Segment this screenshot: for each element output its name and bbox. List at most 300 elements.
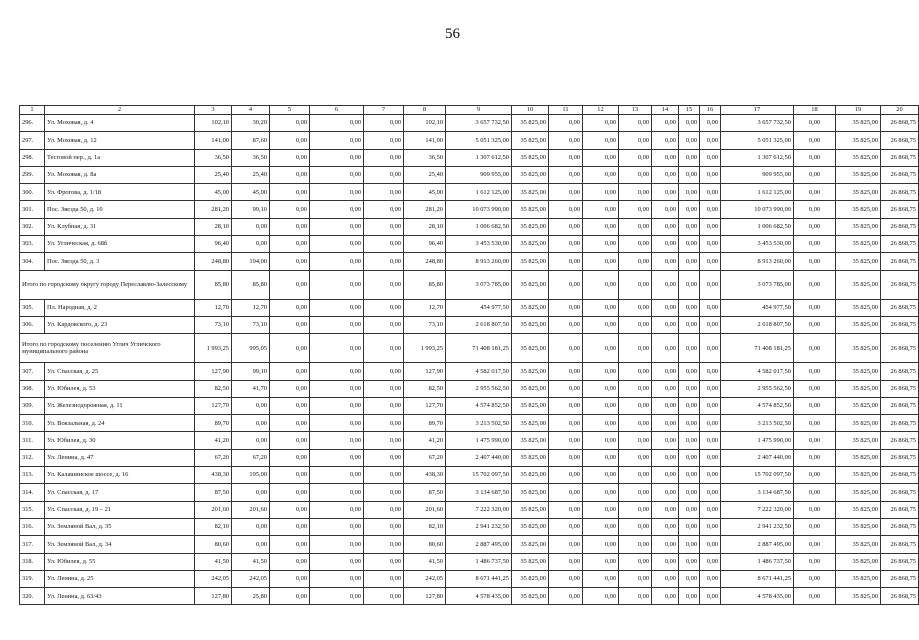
value-cell-11: 0,00 [549, 363, 583, 380]
value-cell-7: 0,00 [364, 432, 404, 449]
value-cell-6: 0,00 [310, 236, 364, 253]
value-cell-10: 35 825,00 [512, 218, 549, 235]
value-cell-18: 0,00 [794, 467, 836, 484]
value-cell-10: 35 825,00 [512, 132, 549, 149]
value-cell-16: 0,00 [700, 363, 721, 380]
value-cell-3: 102,10 [195, 115, 232, 132]
value-cell-3: 281,20 [195, 201, 232, 218]
value-cell-18: 0,00 [794, 334, 836, 363]
column-header-5: 5 [270, 106, 310, 115]
value-cell-20: 26 868,75 [881, 553, 919, 570]
value-cell-3: 96,40 [195, 236, 232, 253]
value-cell-4: 99,10 [232, 363, 270, 380]
value-cell-9: 8 913 260,00 [446, 253, 512, 270]
value-cell-6: 0,00 [310, 588, 364, 605]
value-cell-5: 0,00 [270, 570, 310, 587]
value-cell-13: 0,00 [619, 570, 652, 587]
value-cell-16: 0,00 [700, 570, 721, 587]
value-cell-4: 41,50 [232, 553, 270, 570]
address-cell: Ул. Калашинское шоссе, д. 16 [45, 467, 195, 484]
value-cell-17: 7 222 320,00 [721, 501, 794, 518]
subtotal-row [20, 334, 919, 363]
value-cell-17: 3 213 502,50 [721, 415, 794, 432]
value-cell-19: 35 825,00 [836, 588, 881, 605]
value-cell-19: 35 825,00 [836, 518, 881, 535]
value-cell-4: 67,20 [232, 449, 270, 466]
value-cell-16: 0,00 [700, 115, 721, 132]
value-cell-14: 0,00 [652, 484, 679, 501]
value-cell-13: 0,00 [619, 218, 652, 235]
value-cell-13: 0,00 [619, 149, 652, 166]
value-cell-6: 0,00 [310, 415, 364, 432]
value-cell-5: 0,00 [270, 299, 310, 316]
value-cell-18: 0,00 [794, 201, 836, 218]
value-cell-17: 2 618 807,50 [721, 316, 794, 333]
value-cell-17: 8 671 441,25 [721, 570, 794, 587]
value-cell-4: 195,00 [232, 467, 270, 484]
value-cell-12: 0,00 [583, 397, 619, 414]
value-cell-8: 25,40 [404, 166, 446, 183]
value-cell-6: 0,00 [310, 334, 364, 363]
value-cell-15: 0,00 [679, 253, 700, 270]
value-cell-15: 0,00 [679, 299, 700, 316]
row-number: 320. [20, 588, 45, 605]
value-cell-19: 35 825,00 [836, 299, 881, 316]
value-cell-10: 35 825,00 [512, 253, 549, 270]
value-cell-14: 0,00 [652, 553, 679, 570]
value-cell-11: 0,00 [549, 536, 583, 553]
value-cell-12: 0,00 [583, 166, 619, 183]
value-cell-14: 0,00 [652, 536, 679, 553]
value-cell-9: 3 073 785,00 [446, 270, 512, 299]
value-cell-8: 73,10 [404, 316, 446, 333]
value-cell-4: 99,10 [232, 201, 270, 218]
value-cell-15: 0,00 [679, 501, 700, 518]
value-cell-20: 26 868,75 [881, 536, 919, 553]
value-cell-3: 1 993,25 [195, 334, 232, 363]
value-cell-3: 438,30 [195, 467, 232, 484]
value-cell-7: 0,00 [364, 316, 404, 333]
value-cell-4: 25,40 [232, 166, 270, 183]
value-cell-6: 0,00 [310, 380, 364, 397]
value-cell-12: 0,00 [583, 501, 619, 518]
value-cell-4: 0,00 [232, 518, 270, 535]
value-cell-13: 0,00 [619, 467, 652, 484]
value-cell-18: 0,00 [794, 115, 836, 132]
value-cell-20: 26 868,75 [881, 449, 919, 466]
value-cell-6: 0,00 [310, 536, 364, 553]
address-cell: Ул. Ленина, д. 63/43 [45, 588, 195, 605]
value-cell-19: 35 825,00 [836, 449, 881, 466]
value-cell-9: 2 955 562,50 [446, 380, 512, 397]
column-header-11: 11 [549, 106, 583, 115]
value-cell-18: 0,00 [794, 449, 836, 466]
column-header-9: 9 [446, 106, 512, 115]
row-number: 316. [20, 518, 45, 535]
value-cell-18: 0,00 [794, 588, 836, 605]
address-cell: Ул. Железнодорожная, д. 11 [45, 397, 195, 414]
table-row [20, 397, 919, 414]
page-number: 56 [445, 26, 460, 42]
value-cell-14: 0,00 [652, 270, 679, 299]
table-row [20, 253, 919, 270]
value-cell-11: 0,00 [549, 449, 583, 466]
value-cell-4: 87,60 [232, 132, 270, 149]
value-cell-3: 73,10 [195, 316, 232, 333]
value-cell-16: 0,00 [700, 166, 721, 183]
value-cell-7: 0,00 [364, 588, 404, 605]
address-cell: Ул. Моховая, д. 8а [45, 166, 195, 183]
value-cell-5: 0,00 [270, 149, 310, 166]
value-cell-12: 0,00 [583, 201, 619, 218]
value-cell-16: 0,00 [700, 432, 721, 449]
value-cell-7: 0,00 [364, 501, 404, 518]
value-cell-8: 96,40 [404, 236, 446, 253]
row-number: 305. [20, 299, 45, 316]
value-cell-14: 0,00 [652, 132, 679, 149]
value-cell-5: 0,00 [270, 380, 310, 397]
value-cell-8: 12,70 [404, 299, 446, 316]
value-cell-16: 0,00 [700, 467, 721, 484]
value-cell-7: 0,00 [364, 518, 404, 535]
value-cell-14: 0,00 [652, 201, 679, 218]
value-cell-18: 0,00 [794, 236, 836, 253]
value-cell-20: 26 868,75 [881, 299, 919, 316]
value-cell-20: 26 868,75 [881, 201, 919, 218]
value-cell-8: 127,90 [404, 363, 446, 380]
value-cell-11: 0,00 [549, 166, 583, 183]
value-cell-13: 0,00 [619, 236, 652, 253]
value-cell-17: 1 486 737,50 [721, 553, 794, 570]
value-cell-17: 1 475 990,00 [721, 432, 794, 449]
value-cell-14: 0,00 [652, 166, 679, 183]
value-cell-10: 35 825,00 [512, 236, 549, 253]
value-cell-17: 1 307 612,50 [721, 149, 794, 166]
value-cell-18: 0,00 [794, 363, 836, 380]
value-cell-7: 0,00 [364, 380, 404, 397]
value-cell-15: 0,00 [679, 236, 700, 253]
value-cell-15: 0,00 [679, 570, 700, 587]
value-cell-15: 0,00 [679, 184, 700, 201]
value-cell-7: 0,00 [364, 132, 404, 149]
value-cell-11: 0,00 [549, 467, 583, 484]
value-cell-19: 35 825,00 [836, 415, 881, 432]
value-cell-16: 0,00 [700, 380, 721, 397]
value-cell-12: 0,00 [583, 467, 619, 484]
value-cell-12: 0,00 [583, 484, 619, 501]
value-cell-16: 0,00 [700, 132, 721, 149]
value-cell-16: 0,00 [700, 334, 721, 363]
value-cell-16: 0,00 [700, 253, 721, 270]
value-cell-8: 438,30 [404, 467, 446, 484]
value-cell-18: 0,00 [794, 518, 836, 535]
value-cell-17: 4 582 017,50 [721, 363, 794, 380]
value-cell-12: 0,00 [583, 299, 619, 316]
value-cell-20: 26 868,75 [881, 253, 919, 270]
address-cell: Ул. Юбилея, д. 53 [45, 380, 195, 397]
value-cell-7: 0,00 [364, 397, 404, 414]
value-cell-5: 0,00 [270, 588, 310, 605]
value-cell-4: 36,50 [232, 149, 270, 166]
table-row [20, 588, 919, 605]
column-header-14: 14 [652, 106, 679, 115]
value-cell-4: 0,00 [232, 484, 270, 501]
value-cell-3: 12,70 [195, 299, 232, 316]
value-cell-19: 35 825,00 [836, 253, 881, 270]
value-cell-6: 0,00 [310, 570, 364, 587]
value-cell-11: 0,00 [549, 518, 583, 535]
value-cell-10: 35 825,00 [512, 518, 549, 535]
value-cell-13: 0,00 [619, 316, 652, 333]
value-cell-10: 35 825,00 [512, 299, 549, 316]
value-cell-13: 0,00 [619, 553, 652, 570]
table-row [20, 518, 919, 535]
value-cell-14: 0,00 [652, 299, 679, 316]
value-cell-12: 0,00 [583, 553, 619, 570]
value-cell-7: 0,00 [364, 449, 404, 466]
value-cell-19: 35 825,00 [836, 501, 881, 518]
value-cell-15: 0,00 [679, 432, 700, 449]
value-cell-10: 35 825,00 [512, 553, 549, 570]
value-cell-16: 0,00 [700, 553, 721, 570]
row-number: 313. [20, 467, 45, 484]
value-cell-20: 26 868,75 [881, 415, 919, 432]
value-cell-18: 0,00 [794, 253, 836, 270]
value-cell-17: 3 657 732,50 [721, 115, 794, 132]
address-cell: Ул. Ленина, д. 25 [45, 570, 195, 587]
value-cell-11: 0,00 [549, 270, 583, 299]
value-cell-16: 0,00 [700, 484, 721, 501]
table-row [20, 201, 919, 218]
value-cell-12: 0,00 [583, 570, 619, 587]
value-cell-10: 35 825,00 [512, 184, 549, 201]
value-cell-18: 0,00 [794, 553, 836, 570]
value-cell-11: 0,00 [549, 236, 583, 253]
value-cell-9: 1 307 612,50 [446, 149, 512, 166]
value-cell-17: 2 887 495,00 [721, 536, 794, 553]
value-cell-14: 0,00 [652, 218, 679, 235]
column-header-3: 3 [195, 106, 232, 115]
value-cell-19: 35 825,00 [836, 380, 881, 397]
table-row [20, 166, 919, 183]
value-cell-14: 0,00 [652, 570, 679, 587]
value-cell-3: 201,60 [195, 501, 232, 518]
value-cell-11: 0,00 [549, 149, 583, 166]
value-cell-19: 35 825,00 [836, 115, 881, 132]
value-cell-4: 30,20 [232, 115, 270, 132]
address-cell: Ул. Ленина, д. 47 [45, 449, 195, 466]
value-cell-19: 35 825,00 [836, 334, 881, 363]
value-cell-16: 0,00 [700, 270, 721, 299]
value-cell-5: 0,00 [270, 449, 310, 466]
value-cell-4: 194,00 [232, 253, 270, 270]
value-cell-3: 67,20 [195, 449, 232, 466]
value-cell-20: 26 868,75 [881, 149, 919, 166]
address-cell: Ул. Земляной Вал, д. 35 [45, 518, 195, 535]
value-cell-16: 0,00 [700, 218, 721, 235]
value-cell-14: 0,00 [652, 184, 679, 201]
value-cell-7: 0,00 [364, 467, 404, 484]
value-cell-19: 35 825,00 [836, 132, 881, 149]
value-cell-13: 0,00 [619, 415, 652, 432]
value-cell-13: 0,00 [619, 201, 652, 218]
value-cell-6: 0,00 [310, 467, 364, 484]
value-cell-15: 0,00 [679, 467, 700, 484]
value-cell-10: 35 825,00 [512, 270, 549, 299]
value-cell-15: 0,00 [679, 334, 700, 363]
value-cell-5: 0,00 [270, 253, 310, 270]
value-cell-19: 35 825,00 [836, 270, 881, 299]
value-cell-15: 0,00 [679, 270, 700, 299]
value-cell-10: 35 825,00 [512, 588, 549, 605]
value-cell-8: 82,50 [404, 380, 446, 397]
address-cell: Ул. Юбилея, д. 55 [45, 553, 195, 570]
address-cell: Пл. Народная, д. 2 [45, 299, 195, 316]
value-cell-12: 0,00 [583, 518, 619, 535]
value-cell-17: 909 955,00 [721, 166, 794, 183]
value-cell-10: 35 825,00 [512, 363, 549, 380]
value-cell-14: 0,00 [652, 253, 679, 270]
value-cell-12: 0,00 [583, 588, 619, 605]
value-cell-16: 0,00 [700, 316, 721, 333]
value-cell-6: 0,00 [310, 115, 364, 132]
value-cell-20: 26 868,75 [881, 184, 919, 201]
value-cell-20: 26 868,75 [881, 484, 919, 501]
value-cell-8: 45,00 [404, 184, 446, 201]
value-cell-17: 15 702 097,50 [721, 467, 794, 484]
value-cell-14: 0,00 [652, 432, 679, 449]
value-cell-6: 0,00 [310, 397, 364, 414]
value-cell-8: 67,20 [404, 449, 446, 466]
value-cell-13: 0,00 [619, 253, 652, 270]
value-cell-15: 0,00 [679, 415, 700, 432]
value-cell-10: 35 825,00 [512, 501, 549, 518]
value-cell-9: 909 955,00 [446, 166, 512, 183]
value-cell-9: 3 213 502,50 [446, 415, 512, 432]
value-cell-14: 0,00 [652, 449, 679, 466]
value-cell-17: 3 134 687,50 [721, 484, 794, 501]
value-cell-19: 35 825,00 [836, 432, 881, 449]
value-cell-11: 0,00 [549, 501, 583, 518]
value-cell-10: 35 825,00 [512, 415, 549, 432]
value-cell-6: 0,00 [310, 218, 364, 235]
row-number: 318. [20, 553, 45, 570]
value-cell-3: 127,80 [195, 588, 232, 605]
value-cell-14: 0,00 [652, 518, 679, 535]
value-cell-12: 0,00 [583, 132, 619, 149]
column-header-10: 10 [512, 106, 549, 115]
value-cell-19: 35 825,00 [836, 149, 881, 166]
value-cell-3: 82,10 [195, 518, 232, 535]
value-cell-8: 89,70 [404, 415, 446, 432]
column-header-15: 15 [679, 106, 700, 115]
value-cell-20: 26 868,75 [881, 270, 919, 299]
value-cell-3: 45,00 [195, 184, 232, 201]
value-cell-5: 0,00 [270, 397, 310, 414]
value-cell-4: 0,00 [232, 415, 270, 432]
address-cell: Ул. Вокзальная, д. 24 [45, 415, 195, 432]
value-cell-20: 26 868,75 [881, 588, 919, 605]
value-cell-8: 242,05 [404, 570, 446, 587]
value-cell-13: 0,00 [619, 184, 652, 201]
table-row [20, 132, 919, 149]
value-cell-5: 0,00 [270, 132, 310, 149]
row-number: 297. [20, 132, 45, 149]
value-cell-17: 2 941 232,50 [721, 518, 794, 535]
value-cell-13: 0,00 [619, 501, 652, 518]
value-cell-12: 0,00 [583, 415, 619, 432]
subtotal-label: Итого по городскому поселению Углич Угличского муниципального района [20, 334, 195, 363]
value-cell-17: 3 453 530,00 [721, 236, 794, 253]
value-cell-15: 0,00 [679, 132, 700, 149]
value-cell-20: 26 868,75 [881, 570, 919, 587]
value-cell-13: 0,00 [619, 432, 652, 449]
value-cell-11: 0,00 [549, 415, 583, 432]
value-cell-10: 35 825,00 [512, 397, 549, 414]
table-row [20, 218, 919, 235]
value-cell-4: 25,80 [232, 588, 270, 605]
value-cell-11: 0,00 [549, 253, 583, 270]
column-header-1: 1 [20, 106, 45, 115]
value-cell-5: 0,00 [270, 518, 310, 535]
value-cell-19: 35 825,00 [836, 236, 881, 253]
value-cell-13: 0,00 [619, 449, 652, 466]
value-cell-20: 26 868,75 [881, 363, 919, 380]
value-cell-7: 0,00 [364, 149, 404, 166]
table-row [20, 432, 919, 449]
value-cell-7: 0,00 [364, 334, 404, 363]
column-header-8: 8 [404, 106, 446, 115]
value-cell-15: 0,00 [679, 115, 700, 132]
value-cell-6: 0,00 [310, 316, 364, 333]
address-cell: Ул. Юбилея, д. 30 [45, 432, 195, 449]
value-cell-8: 85,80 [404, 270, 446, 299]
value-cell-19: 35 825,00 [836, 316, 881, 333]
value-cell-9: 2 887 495,00 [446, 536, 512, 553]
address-cell: Ул. Моховая, д. 12 [45, 132, 195, 149]
value-cell-7: 0,00 [364, 415, 404, 432]
row-number: 310. [20, 415, 45, 432]
value-cell-9: 5 051 325,00 [446, 132, 512, 149]
value-cell-14: 0,00 [652, 236, 679, 253]
address-cell: Ул. Углическая, д. 68б [45, 236, 195, 253]
value-cell-4: 85,80 [232, 270, 270, 299]
value-cell-20: 26 868,75 [881, 316, 919, 333]
value-cell-19: 35 825,00 [836, 553, 881, 570]
value-cell-20: 26 868,75 [881, 432, 919, 449]
value-cell-10: 35 825,00 [512, 334, 549, 363]
value-cell-20: 26 868,75 [881, 334, 919, 363]
value-cell-11: 0,00 [549, 299, 583, 316]
value-cell-8: 248,80 [404, 253, 446, 270]
table-row [20, 536, 919, 553]
value-cell-14: 0,00 [652, 115, 679, 132]
value-cell-3: 87,50 [195, 484, 232, 501]
value-cell-7: 0,00 [364, 484, 404, 501]
value-cell-10: 35 825,00 [512, 570, 549, 587]
value-cell-6: 0,00 [310, 553, 364, 570]
value-cell-6: 0,00 [310, 253, 364, 270]
row-number: 317. [20, 536, 45, 553]
value-cell-10: 35 825,00 [512, 201, 549, 218]
column-header-18: 18 [794, 106, 836, 115]
value-cell-14: 0,00 [652, 415, 679, 432]
value-cell-16: 0,00 [700, 536, 721, 553]
table-row [20, 184, 919, 201]
value-cell-5: 0,00 [270, 553, 310, 570]
value-cell-19: 35 825,00 [836, 467, 881, 484]
value-cell-8: 28,10 [404, 218, 446, 235]
